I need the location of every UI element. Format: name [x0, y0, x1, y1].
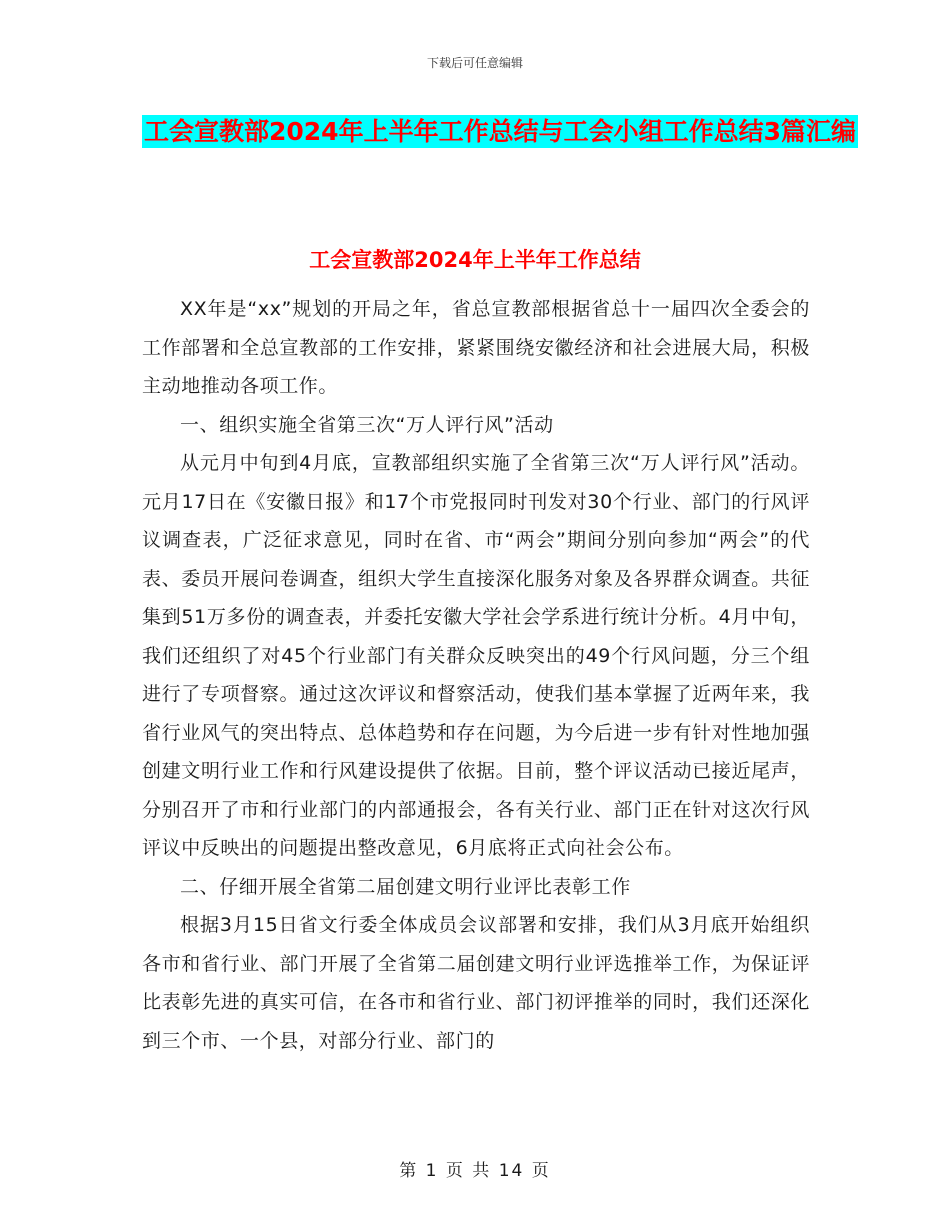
header-note: 下载后可任意编辑 [426, 56, 523, 70]
paragraph: 从元月中旬到4月底，宣教部组织实施了全省第三次“万人评行风”活动。元月17日在《安徽日报》和17个市党报同时刊发对30个行业、部门的行风评议调查表，广泛征求意见，同时在省、市“两会”期间分别向参加“两会”的代表、委员开展问卷调查，组织大学生直接深化服务对象及各界群众调查。共征集到51万多份的调查表，并委托安徽大学社会学系进行统计分析。4月中旬，我们还组织了对45个行业部门有关群众反映突出的49个行风问题，分三个组进行了专项督察。通过这次评议和督察活动，使我们基本掌握了近两年来，我省行业风气的突出特点、总体趋势和存在问题，为今后进一步有针对性地加强创建文明行业工作和行风建设提供了依据。目前，整个评议活动已接近尾声，分别召开了市和行业部门的内部通报会，各有关行业、部门正在针对这次行风评议中反映出的问题提出整改意见，6月底将正式向社会公布。 [142, 452, 810, 859]
section-heading: 一、组织实施全省第三次“万人评行风”活动 [180, 413, 554, 436]
section-heading: 二、仔细开展全省第二届创建文明行业评比表彰工作 [180, 875, 631, 898]
paragraph: XX年是“xx”规划的开局之年，省总宣教部根据省总十一届四次全委会的工作部署和全总宣教部的工作安排，紧紧围绕安徽经济和社会进展大局，积极主动地推动各项工作。 [142, 298, 810, 397]
section-title: 工会宣教部2024年上半年工作总结 [309, 248, 641, 272]
body-text [142, 290, 810, 1060]
page-number: 第 1 页 共 14 页 [399, 1161, 551, 1181]
paragraph: 根据3月15日省文行委全体成员会议部署和安排，我们从3月底开始组织各市和省行业、部门开展了全省第二届创建文明行业评选推举工作，为保证评比表彰先进的真实可信，在各市和省行业、部门初评推举的同时，我们还深化到三个市、一个县，对部分行业、部门的 [142, 914, 810, 1052]
document-title [140, 110, 860, 154]
document-title-text: 工会宣教部2024年上半年工作总结与工会小组工作总结3篇汇编 [144, 117, 856, 146]
